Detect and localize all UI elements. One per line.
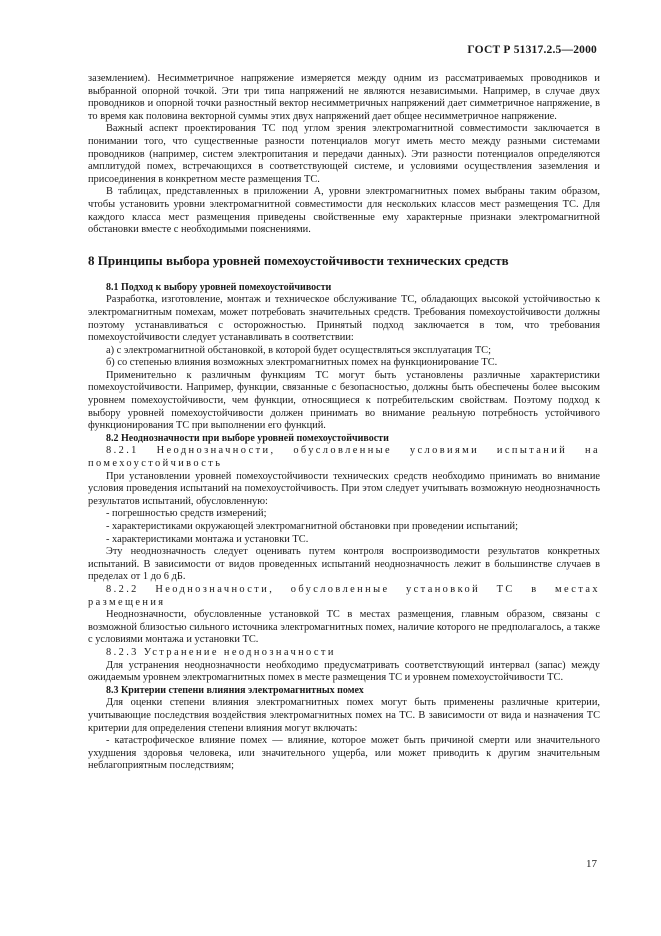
subsubsection-heading: 8.2.3 Устранение неоднозначности: [106, 646, 336, 658]
list-item: - погрешностью средств измерений;: [106, 508, 267, 520]
list-item: - катастрофическое влияние помех — влияние, которое может быть причиной смерти или значительного ухудшения здоровья человека, или значительного ущерба, или может приводить к другим значительным неблагоприятным последствиям;: [88, 735, 600, 772]
list-item: а) с электромагнитной обстановкой, в которой будет осуществляться эксплуатация ТС;: [106, 344, 491, 356]
paragraph: Для оценки степени влияния электромагнитных помех могут быть применены различные критерии, учитывающие последствия воздействия электромагнитных помех на ТС. В зависимости от вида и назначения ТС критерии для определения степени влияния могут включать:: [88, 697, 600, 734]
paragraph: Применительно к различным функциям ТС могут быть установлены различные характеристики помехоустойчивости. Например, функции, связанные с безопасностью, должны быть обеспечены более высоким уровнем помехоустойчивости, чем функции, относящиеся к потребительским свойствам. Поэтому подход к выбору уровней помехоустойчивости должен принимать во внимание реальную потребность устойчивого функционирования ТС при выполнении его функций.: [88, 369, 600, 432]
list-item: - характеристиками монтажа и установки ТС.: [106, 533, 309, 545]
list-item: б) со степенью влияния возможных электромагнитных помех на функционирование ТС.: [106, 357, 498, 369]
document-header: ГОСТ Р 51317.2.5—2000: [467, 44, 597, 56]
paragraph: Для устранения неоднозначности необходимо предусматривать соответствующий интервал (запас) между ожидаемым уровнем электромагнитных помех в месте размещения ТС и уровнем помехоустойчивости ТС.: [88, 659, 600, 684]
paragraph: Разработка, изготовление, монтаж и техническое обслуживание ТС, обладающих высокой устойчивостью к электромагнитным помехам, может потребовать значительных средств. Требования помехоустойчивости должны поэтому устанавливаться с осторожностью. Принятый подход заключается в том, что требования помехоустойчивости следует устанавливать в соответствии:: [88, 294, 600, 344]
list-item: - характеристиками окружающей электромагнитной обстановки при проведении испытаний;: [106, 521, 518, 532]
subsection-heading: 8.3 Критерии степени влияния электромагнитных помех: [106, 684, 364, 696]
section-heading: 8 Принципы выбора уровней помехоустойчивости технических средств: [88, 252, 509, 268]
paragraph: Неоднозначности, обусловленные установкой ТС в местах размещения, главным образом, связаны с возможной близостью сильного источника электромагнитных помех, наличие которого не предполагалось, а также с условиями монтажа и установки ТС.: [88, 609, 600, 646]
paragraph: Эту неоднозначность следует оценивать путем контроля воспроизводимости результатов конкретных испытаний. В зависимости от видов проведенных испытаний неоднозначность лежит в большинстве случаев в пределах от 1 до 6 дБ.: [88, 546, 600, 583]
paragraph: заземлением). Несимметричное напряжение измеряется между одним из рассматриваемых проводников и выбранной опорной точкой. Эти три типа напряжений не являются независимыми. Например, в случае двух проводников и опорной точки разностный вектор несимметричных напряжений дает симметричное напряжение, в то время как половина векторной суммы этих двух напряжений дает общее несимметричное напряжение.: [88, 73, 600, 122]
paragraph: Важный аспект проектирования ТС под углом зрения электромагнитной совместимости заключается в понимании того, что существенные разности потенциалов могут иметь место между разными системами проводников (например, систем электропитания и передачи данных). Эти разности потенциалов определяются амплитудой помех, встречающихся в соответствующей системе, и условиями осуществления заземления и присоединения в конкретном месте размещения ТС.: [88, 123, 600, 185]
paragraph: При установлении уровней помехоустойчивости технических средств необходимо принимать во внимание условия проведения испытаний на помехоустойчивость. При этом следует учитывать возможную неоднозначность результатов испытаний, обусловленную:: [88, 470, 600, 507]
subsubsection-heading: 8.2.1 Неоднозначности, обусловленные условиями испытаний на помехоустойчивость: [88, 445, 600, 470]
document-body: [88, 73, 600, 773]
subsection-heading: 8.2 Неоднозначности при выборе уровней помехоустойчивости: [106, 432, 389, 444]
paragraph: В таблицах, представленных в приложении А, уровни электромагнитных помех выбраны таким образом, чтобы установить уровни электромагнитной совместимости для нескольких классов мест размещения ТС. Для каждого класса мест размещения приведены свойственные ему характерные признаки электромагнитной обстановки вместе с необходимыми пояснениями.: [88, 186, 600, 236]
subsubsection-heading: 8.2.2 Неоднозначности, обусловленные установкой ТС в местах размещения: [88, 583, 600, 608]
subsection-heading: 8.1 Подход к выбору уровней помехоустойчивости: [106, 281, 332, 293]
page-number: 17: [586, 858, 597, 870]
